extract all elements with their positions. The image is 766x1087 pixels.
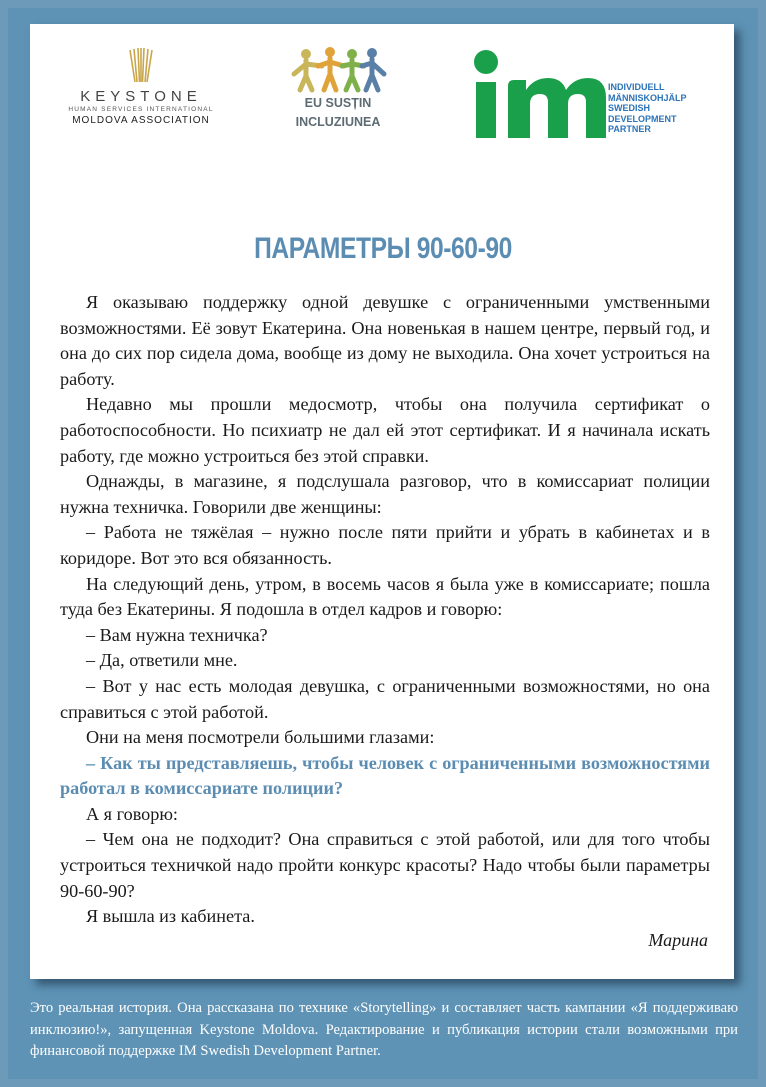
im-text-line3: SWEDISH <box>608 103 651 113</box>
author-signature: Марина <box>648 930 708 950</box>
people-holding-hands-icon <box>288 44 388 94</box>
im-text-line1: INDIVIDUELL <box>608 82 665 92</box>
im-text-line2: MÄNNISKOHJÄLP <box>608 92 687 103</box>
paragraph: – Да, ответили мне. <box>86 650 238 671</box>
im-lettermark-icon <box>468 46 608 141</box>
story-body <box>60 290 710 930</box>
keystone-name: KEYSTONE <box>80 88 202 105</box>
paragraph: Я оказываю поддержку одной девушке с ограниченными умственными возможностями. Её зовут Екатерина. Она новенькая в нашем центре, первый год, и она до сих пор сидела дома, вообще из дому не выходила. Она хочет устроиться на работу. <box>60 292 710 389</box>
highlighted-paragraph: – Как ты представляешь, чтобы человек с ограниченными возможностями работал в комиссариате полиции? <box>60 752 710 799</box>
paragraph: На следующий день, утром, в восемь часов я была уже в комиссариате; пошла туда без Екатерины. Я подошла в отдел кадров и говорю: <box>60 573 710 620</box>
im-text-line4: DEVELOPMENT <box>608 113 677 124</box>
eu-logo-line2: INCLUZIUNEA <box>295 115 381 129</box>
paragraph: – Чем она не подходит? Она справиться с этой работой, или для того чтобы устроиться техничкой надо пройти конкурс красоты? Надо чтобы были параметры 90-60-90? <box>60 829 710 901</box>
paragraph: – Вот у нас есть молодая девушка, с ограниченными возможностями, но она справиться с этой работой. <box>60 675 710 722</box>
keystone-association: MOLDOVA ASSOCIATION <box>72 115 210 126</box>
paragraph: Я вышла из кабинета. <box>86 906 255 927</box>
im-text-line5: PARTNER <box>608 124 651 134</box>
im-logo-text <box>608 82 687 135</box>
paragraph: – Вам нужна техничка? <box>86 624 268 645</box>
paragraph: Они на меня посмотрели большими глазами: <box>86 727 435 748</box>
paragraph: Недавно мы прошли медосмотр, чтобы она получила сертификат о работоспособности. Но психиатр не дал ей этот сертификат. И я начинала искать работу, где можно устроиться без этой справки. <box>60 394 710 466</box>
paragraph: А я говорю: <box>86 803 178 824</box>
eu-inclusion-logo <box>278 44 398 144</box>
keystone-subtitle: HUMAN SERVICES INTERNATIONAL <box>68 106 214 113</box>
keystone-logo <box>66 48 216 143</box>
story-title: ПАРАМЕТРЫ 90-60-90 <box>254 232 512 265</box>
paragraph: Однажды, в магазине, я подслушала разговор, что в комиссариат полиции нужна техничка. Говорили две женщины: <box>60 471 710 517</box>
footer-note: Это реальная история. Она рассказана по технике «Storytelling» и составляет часть кампании «Я поддерживаю инклюзию!», запущенная Keystone Moldova. Редактирование и публикация истории стали возможными при финансовой поддержке IM Swedish Development Partner. <box>30 1000 738 1059</box>
eu-logo-line1: EU SUSȚIN <box>304 96 372 110</box>
keystone-emblem-icon <box>126 48 156 84</box>
paragraph: – Работа не тяжёлая – нужно после пяти прийти и убрать в кабинетах и в коридоре. Вот это вся обязанность. <box>60 522 710 568</box>
im-logo <box>468 46 718 141</box>
